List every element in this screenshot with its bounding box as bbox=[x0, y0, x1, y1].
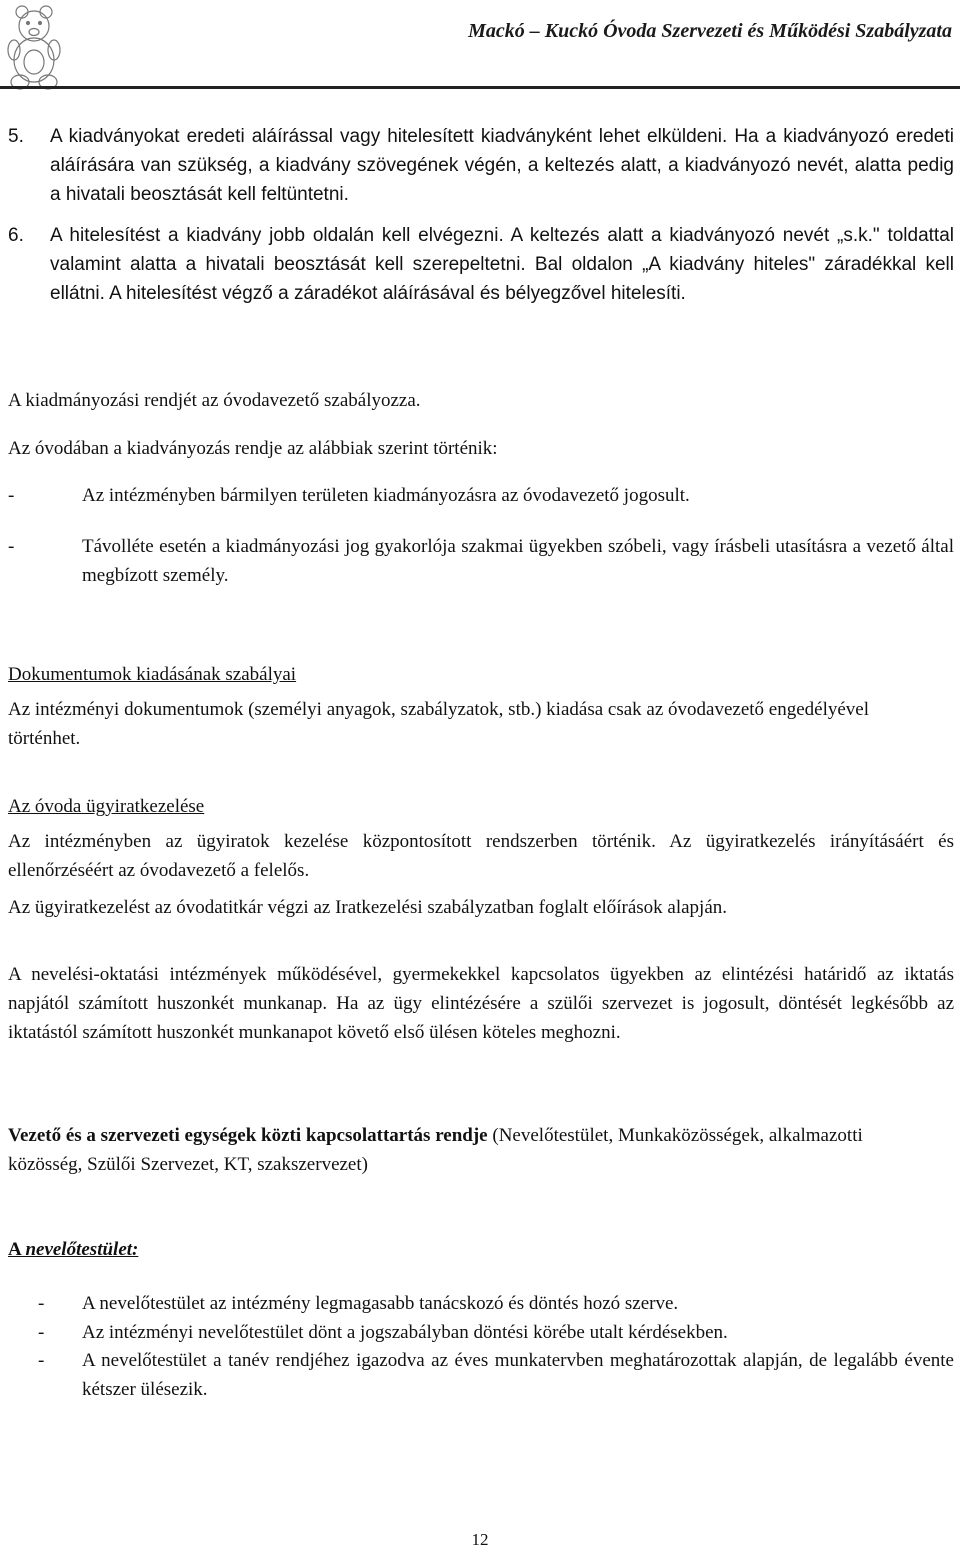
teddy-bear-logo bbox=[2, 2, 64, 92]
list-dash: - bbox=[38, 1293, 45, 1314]
heading-part: A bbox=[8, 1239, 26, 1260]
numbered-item-5 bbox=[8, 122, 954, 209]
ugyirat-paragraph-2: Az ügyiratkezelést az óvodatitkár végzi az Iratkezelési szabályzatban foglalt előírások alapján. bbox=[8, 897, 728, 918]
kapcsolattartas-rest: (Nevelőtestület, Munkaközösségek, alkalmazotti közösség, Szülői Szervezet, KT, szakszervezet) bbox=[8, 1125, 863, 1175]
section-heading-nevelotestulet bbox=[8, 1235, 954, 1264]
list-item-text: Az intézményben bármilyen területen kiadmányozásra az óvodavezető jogosult. bbox=[82, 485, 690, 506]
header-divider bbox=[0, 86, 960, 89]
list-dash: - bbox=[8, 485, 15, 506]
heading-part-italic: nevelőtestület: bbox=[25, 1239, 139, 1260]
list-item-text: Távolléte esetén a kiadmányozási jog gyakorlója szakmai ügyekben szóbeli, vagy írásbeli utasításra a vezető által megbízott személy. bbox=[82, 536, 954, 586]
page-number: 12 bbox=[471, 1530, 489, 1549]
section-heading-ugyirat: Az óvoda ügyiratkezelése bbox=[8, 796, 205, 817]
list-dash: - bbox=[8, 536, 15, 557]
ugyirat-paragraph-1: Az intézményben az ügyiratok kezelése központosított rendszerben történik. Az ügyiratkezelés irányításáért és ellenőrzéséért az óvodavezető a felelős. bbox=[8, 831, 954, 881]
dokumentumok-paragraph: Az intézményi dokumentumok (személyi anyagok, szabályzatok, stb.) kiadása csak az óvodavezető engedélyével történhet. bbox=[8, 699, 870, 749]
list-item-text: Az intézményi nevelőtestület dönt a jogszabályban döntési körébe utalt kérdésekben. bbox=[82, 1322, 728, 1343]
numbered-item-6 bbox=[8, 221, 954, 308]
list-dash: - bbox=[38, 1350, 45, 1371]
kapcsolattartas-paragraph bbox=[8, 1121, 908, 1179]
item-text: A hitelesítést a kiadvány jobb oldalán kell elvégezni. A keltezés alatt a kiadványozó nevét „s.k." toldattal valamint alatta a hivatali beosztását kell szerepeltetni. Bal oldalon „A kiadvány hiteles" záradékkal kell ellátni. A hitelesítést végző a záradékot aláírásával és bélyegzővel hitelesíti. bbox=[50, 225, 954, 304]
list-item-text: A nevelőtestület az intézmény legmagasabb tanácskozó és döntés hozó szerve. bbox=[82, 1293, 679, 1314]
section-heading-dokumentumok: Dokumentumok kiadásának szabályai bbox=[8, 664, 297, 685]
document-header-title: Mackó – Kuckó Óvoda Szervezeti és Működési Szabályzata bbox=[468, 20, 952, 42]
kapcsolattartas-bold: Vezető és a szervezeti egységek közti kapcsolattartás rendje bbox=[8, 1125, 488, 1146]
list-item bbox=[8, 532, 954, 590]
list-item bbox=[8, 481, 954, 510]
list-dash: - bbox=[38, 1322, 45, 1343]
ugyirat-paragraph-3: A nevelési-oktatási intézmények működésével, gyermekekkel kapcsolatos ügyekben az elintézési határidő az iktatás napjától számított huszonkét munkanap. Ha az ügy elintézésére a szülői szervezet is jogosult, döntését legkésőbb az iktatástól számított huszonkét munkanapot követő első ülésen köteles meghozni. bbox=[8, 964, 954, 1043]
kiadmanyozas-paragraph: A kiadmányozási rendjét az óvodavezető szabályozza. bbox=[8, 390, 421, 411]
list-item-text: A nevelőtestület a tanév rendjéhez igazodva az éves munkatervben meghatározottak alapján, de legalább évente kétszer ülésezik. bbox=[82, 1350, 954, 1400]
list-item bbox=[8, 1318, 954, 1347]
item-number: 6. bbox=[8, 225, 24, 246]
kiadvanyozas-rendje-paragraph: Az óvodában a kiadványozás rendje az alábbiak szerint történik: bbox=[8, 438, 498, 459]
list-item bbox=[8, 1289, 954, 1318]
list-item bbox=[8, 1346, 954, 1404]
item-text: A kiadványokat eredeti aláírással vagy hitelesített kiadványként lehet elküldeni. Ha a kiadványozó eredeti aláírására van szükség, a kiadvány szövegének végén, a keltezés alatt, a kiadványozó nevét, alatta pedig a hivatali beosztását kell feltüntetni. bbox=[50, 126, 954, 205]
item-number: 5. bbox=[8, 126, 24, 147]
